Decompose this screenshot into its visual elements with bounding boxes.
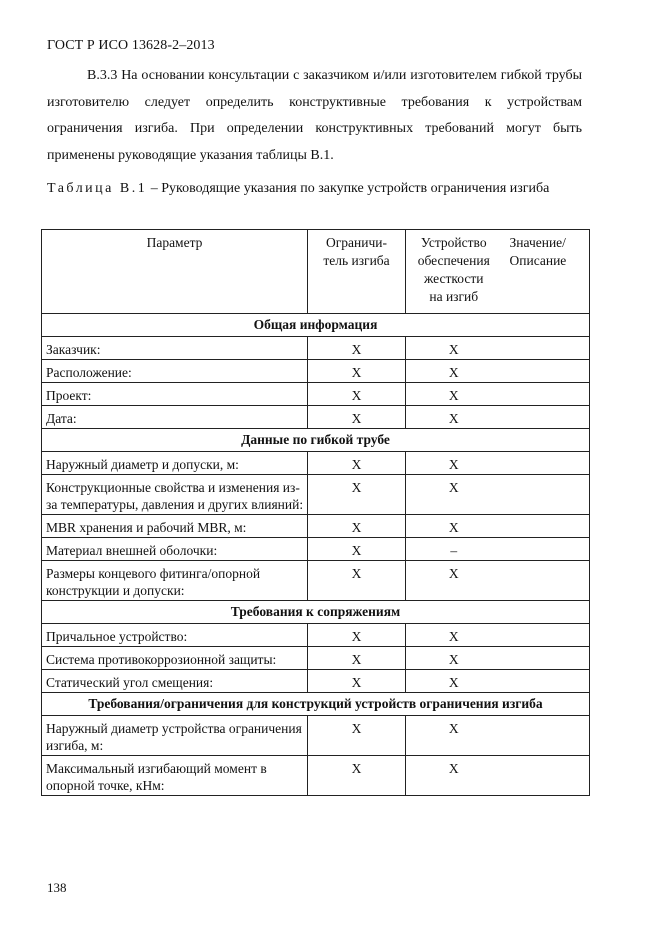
bend-stiffener-cell: X [406, 475, 502, 515]
header-bend-limiter: Ограничи- тель изгиба [308, 230, 406, 314]
table-row [42, 716, 590, 756]
value-cell [502, 647, 590, 670]
bend-stiffener-cell: X [406, 670, 502, 693]
bend-stiffener-cell: X [406, 561, 502, 601]
param-cell: Максимальный изгибающий момент в опорной точке, кНм: [42, 756, 308, 796]
param-cell: Проект: [42, 383, 308, 406]
bend-limiter-cell: X [308, 475, 406, 515]
table-header-row [42, 230, 590, 314]
bend-limiter-cell: X [308, 406, 406, 429]
value-cell [502, 337, 590, 360]
value-cell [502, 383, 590, 406]
table-row [42, 406, 590, 429]
value-cell [502, 561, 590, 601]
param-cell: Размеры концевого фитинга/опорной конструкции и допуски: [42, 561, 308, 601]
bend-stiffener-cell: – [406, 538, 502, 561]
param-cell: Конструкционные свойства и изменения из-за температуры, давления и других влияний: [42, 475, 308, 515]
param-cell: Статический угол смещения: [42, 670, 308, 693]
value-cell [502, 670, 590, 693]
value-cell [502, 475, 590, 515]
bend-stiffener-cell: X [406, 383, 502, 406]
param-cell: MBR хранения и рабочий MBR, м: [42, 515, 308, 538]
param-cell: Причальное устройство: [42, 624, 308, 647]
param-cell: Расположение: [42, 360, 308, 383]
table-row [42, 538, 590, 561]
bend-limiter-cell: X [308, 383, 406, 406]
table-row [42, 360, 590, 383]
bend-stiffener-cell: X [406, 337, 502, 360]
table-row [42, 561, 590, 601]
value-cell [502, 716, 590, 756]
section-header-row [42, 693, 590, 716]
param-cell: Система противокоррозионной защиты: [42, 647, 308, 670]
bend-limiter-cell: X [308, 670, 406, 693]
bend-limiter-cell: X [308, 538, 406, 561]
table-row [42, 475, 590, 515]
bend-limiter-cell: X [308, 360, 406, 383]
table-caption [47, 176, 582, 202]
bend-limiter-cell: X [308, 624, 406, 647]
bend-limiter-cell: X [308, 561, 406, 601]
table-caption-text: – Руководящие указания по закупке устройств ограничения изгиба [147, 181, 550, 196]
table-row [42, 337, 590, 360]
table-row [42, 624, 590, 647]
section-title: Общая информация [42, 314, 590, 337]
header-param: Параметр [42, 230, 308, 314]
param-cell: Материал внешней оболочки: [42, 538, 308, 561]
value-cell [502, 538, 590, 561]
bend-limiter-cell: X [308, 515, 406, 538]
document-header: ГОСТ Р ИСО 13628-2–2013 [47, 38, 215, 53]
value-cell [502, 756, 590, 796]
header-bend-stiffener: Устройство обеспечения жесткости на изгиб [406, 230, 502, 314]
bend-stiffener-cell: X [406, 716, 502, 756]
bend-stiffener-cell: X [406, 756, 502, 796]
bend-stiffener-cell: X [406, 647, 502, 670]
bend-limiter-cell: X [308, 452, 406, 475]
table-row [42, 647, 590, 670]
header-value: Значение/ Описание [502, 230, 590, 314]
section-header-row [42, 601, 590, 624]
table-row [42, 756, 590, 796]
bend-limiter-cell: X [308, 337, 406, 360]
section-header-row [42, 429, 590, 452]
param-cell: Наружный диаметр и допуски, м: [42, 452, 308, 475]
value-cell [502, 452, 590, 475]
bend-limiter-cell: X [308, 756, 406, 796]
page-number: 138 [47, 880, 67, 895]
param-cell: Дата: [42, 406, 308, 429]
bend-limiter-cell: X [308, 716, 406, 756]
table-row [42, 452, 590, 475]
value-cell [502, 360, 590, 383]
table-row [42, 670, 590, 693]
value-cell [502, 515, 590, 538]
table-body [42, 314, 590, 796]
clause-paragraph [47, 63, 582, 169]
bend-stiffener-cell: X [406, 360, 502, 383]
table-row [42, 515, 590, 538]
bend-stiffener-cell: X [406, 406, 502, 429]
bend-stiffener-cell: X [406, 515, 502, 538]
procurement-guidance-table [41, 229, 590, 796]
param-cell: Наружный диаметр устройства ограничения изгиба, м: [42, 716, 308, 756]
value-cell [502, 406, 590, 429]
section-title: Данные по гибкой трубе [42, 429, 590, 452]
value-cell [502, 624, 590, 647]
section-title: Требования к сопряжениям [42, 601, 590, 624]
table-row [42, 383, 590, 406]
clause-text: В.3.3 На основании консультации с заказчиком и/или изготовителем гибкой трубы изготовителю следует определить конструктивные требования к устройствам ограничения изгиба. При определении конструктивных требований могут быть применены руководящие указания таблицы В.1. [47, 68, 582, 163]
bend-stiffener-cell: X [406, 624, 502, 647]
section-title: Требования/ограничения для конструкций устройств ограничения изгиба [42, 693, 590, 716]
section-header-row [42, 314, 590, 337]
param-cell: Заказчик: [42, 337, 308, 360]
table-caption-label: Таблица В.1 [47, 181, 148, 196]
bend-stiffener-cell: X [406, 452, 502, 475]
bend-limiter-cell: X [308, 647, 406, 670]
